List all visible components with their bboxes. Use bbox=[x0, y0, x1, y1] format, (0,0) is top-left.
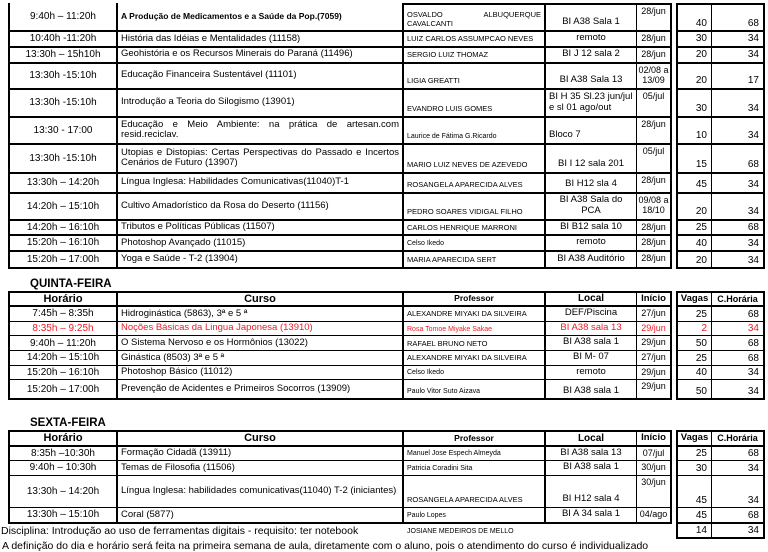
cell-inicio: 28/jun bbox=[637, 118, 672, 145]
courses-table-sexta bbox=[1, 430, 765, 539]
cell-local: DEF/Piscina bbox=[546, 307, 637, 322]
cell-local: BI B12 sala 10 bbox=[546, 221, 637, 237]
cell-vagas: 20 bbox=[676, 48, 712, 64]
cell-professor: LIGIA GREATTI bbox=[404, 64, 546, 90]
section-sexta-feira bbox=[1, 417, 765, 539]
cell-local: remoto bbox=[546, 366, 637, 381]
header-cell-course: Curso bbox=[118, 291, 404, 307]
cell-time: 14:20h – 15:10h bbox=[8, 351, 118, 366]
cell-choraria: 34 bbox=[712, 194, 765, 221]
cell-local: BI J 12 sala 2 bbox=[546, 48, 637, 64]
cell-time: 14:20h – 16:10h bbox=[8, 221, 118, 237]
cell-inicio bbox=[637, 524, 672, 539]
cell-vagas: 30 bbox=[676, 90, 712, 118]
cell-choraria: 34 bbox=[712, 461, 765, 476]
cell-vagas: 25 bbox=[676, 447, 712, 462]
cell-local: BI H12 sala 4 bbox=[546, 476, 637, 508]
cell-inicio: 28/jun bbox=[637, 252, 672, 269]
cell-vagas: 10 bbox=[676, 118, 712, 145]
cell-vagas: 25 bbox=[676, 351, 712, 366]
cell-course: Formação Cidadã (13911) bbox=[118, 447, 404, 462]
cell-professor: LUIZ CARLOS ASSUMPCAO NEVES bbox=[404, 32, 546, 48]
cell-course: A Produção de Medicamentos e a Saúde da Pop.(7059) bbox=[118, 3, 404, 32]
cell-local: BI A38 sala 1 bbox=[546, 461, 637, 476]
cell-inicio: 05/jul bbox=[637, 145, 672, 174]
cell-choraria: 34 bbox=[712, 48, 765, 64]
cell-vagas: 20 bbox=[676, 194, 712, 221]
cell-course: Noções Básicas da Lingua Japonesa (13910) bbox=[118, 322, 404, 337]
cell-vagas: 30 bbox=[676, 461, 712, 476]
cell-course: O Sistema Nervoso e os Hormônios (13022) bbox=[118, 336, 404, 351]
cell-choraria: 34 bbox=[712, 380, 765, 400]
cell-vagas: 14 bbox=[676, 524, 712, 539]
cell-local: remoto bbox=[546, 236, 637, 252]
section-continuation bbox=[8, 3, 765, 269]
cell-time: 13:30h – 15h10h bbox=[8, 48, 118, 64]
cell-inicio: 28/jun bbox=[637, 48, 672, 64]
cell-inicio: 29/jun bbox=[637, 366, 672, 381]
cell-local: BI A 34 sala 1 bbox=[546, 508, 637, 524]
header-cell-course: Curso bbox=[118, 430, 404, 446]
cell-course: Photoshop Avançado (11015) bbox=[118, 236, 404, 252]
header-cell-professor: Professor bbox=[404, 291, 546, 307]
section-quinta-feira bbox=[8, 278, 765, 400]
cell-course: Coral (5877) bbox=[118, 508, 404, 524]
cell-professor: ALEXANDRE MIYAKI DA SILVEIRA bbox=[404, 307, 546, 322]
cell-course: Utopias e Distopias: Certas Perspectivas do Passado e Incertos Cenários de Futuro (13907) bbox=[118, 145, 404, 174]
cell-inicio: 30/jun bbox=[637, 461, 672, 476]
cell-choraria: 34 bbox=[712, 32, 765, 48]
cell-choraria: 68 bbox=[712, 508, 765, 524]
cell-professor: Manuel Jose Espech Almeyda bbox=[404, 447, 546, 462]
cell-course: Hidroginástica (5863), 3ª e 5 ª bbox=[118, 307, 404, 322]
cell-professor: Paulo Lopes bbox=[404, 508, 546, 524]
cell-course: Temas de Filosofia (11506) bbox=[118, 461, 404, 476]
cell-time: 10:40h -11:20h bbox=[8, 32, 118, 48]
cell-professor: ALEXANDRE MIYAKI DA SILVEIRA bbox=[404, 351, 546, 366]
cell-vagas: 2 bbox=[676, 322, 712, 337]
day-title-sexta: SEXTA-FEIRA bbox=[30, 417, 106, 430]
cell-local: BI H12 sla 4 bbox=[546, 174, 637, 194]
cell-professor: Rosa Tomoe Miyake Sakae bbox=[404, 322, 546, 337]
cell-vagas: 50 bbox=[676, 336, 712, 351]
cell-local: BI A38 sala 1 bbox=[546, 380, 637, 400]
cell-time: 15:20h – 17:00h bbox=[8, 252, 118, 269]
cell-choraria: 34 bbox=[712, 174, 765, 194]
header-cell-vagas: Vagas bbox=[676, 291, 712, 307]
cell-choraria: 68 bbox=[712, 145, 765, 174]
cell-professor: OSVALDO ALBUQUERQUE CAVALCANTI bbox=[404, 3, 546, 32]
cell-vagas: 40 bbox=[676, 236, 712, 252]
cell-choraria: 34 bbox=[712, 118, 765, 145]
cell-course: Introdução a Teoria do Silogismo (13901) bbox=[118, 90, 404, 118]
cell-professor: Celso Ikedo bbox=[404, 236, 546, 252]
cell-inicio: 28/jun bbox=[637, 236, 672, 252]
cell-inicio: 28/jun bbox=[637, 174, 672, 194]
cell-local: BI I 12 sala 201 bbox=[546, 145, 637, 174]
cell-vagas: 45 bbox=[676, 476, 712, 508]
cell-time: 13:30h -15:10h bbox=[8, 145, 118, 174]
header-cell-choraria: C.Horária bbox=[712, 291, 765, 307]
cell-inicio: 27/jun bbox=[637, 307, 672, 322]
cell-time: 13:30h -15:10h bbox=[8, 90, 118, 118]
cell-vagas: 20 bbox=[676, 64, 712, 90]
cell-choraria: 68 bbox=[712, 221, 765, 237]
cell-course: Geohistória e os Recursos Minerais do Paraná (11496) bbox=[118, 48, 404, 64]
cell-local: remoto bbox=[546, 32, 637, 48]
header-cell-professor: Professor bbox=[404, 430, 546, 446]
cell-local: BI A38 sala 13 bbox=[546, 322, 637, 337]
cell-professor: CARLOS HENRIQUE MARRONI bbox=[404, 221, 546, 237]
cell-choraria: 34 bbox=[712, 90, 765, 118]
cell-professor: MARIA APARECIDA SERT bbox=[404, 252, 546, 269]
cell-time: 13:30h – 14:20h bbox=[8, 476, 118, 508]
cell-local: BI A38 Sala do PCA bbox=[546, 194, 637, 221]
cell-inicio: 04/ago bbox=[637, 508, 672, 524]
cell-time: 9:40h – 10:30h bbox=[8, 461, 118, 476]
cell-choraria: 34 bbox=[712, 476, 765, 508]
cell-vagas: 45 bbox=[676, 508, 712, 524]
cell-local: Bloco 7 bbox=[546, 118, 637, 145]
cell-time: 13:30h – 15:10h bbox=[8, 508, 118, 524]
cell-choraria: 34 bbox=[712, 524, 765, 539]
cell-professor: EVANDRO LUIS GOMES bbox=[404, 90, 546, 118]
cell-professor: PEDRO SOARES VIDIGAL FILHO bbox=[404, 194, 546, 221]
courses-table-quinta bbox=[8, 291, 765, 400]
cell-inicio: 05/jul bbox=[637, 90, 672, 118]
cell-professor: Laurice de Fátima G.Ricardo bbox=[404, 118, 546, 145]
cell-course: Educação e Meio Ambiente: na prática de artesan.com resid.reciclav. bbox=[118, 118, 404, 145]
cell-choraria: 17 bbox=[712, 64, 765, 90]
cell-time: 8:35h – 9:25h bbox=[8, 322, 118, 337]
cell-local: BI A38 sala 1 bbox=[546, 336, 637, 351]
cell-professor: JOSIANE MEDEIROS DE MELLO bbox=[407, 527, 514, 535]
cell-course: Cultivo Amadorístico da Rosa do Deserto (11156) bbox=[118, 194, 404, 221]
header-cell-choraria: C.Horária bbox=[712, 430, 765, 446]
cell-choraria: 34 bbox=[712, 236, 765, 252]
cell-vagas: 25 bbox=[676, 307, 712, 322]
header-cell-local: Local bbox=[546, 291, 637, 307]
cell-course: Língua Inglesa: habilidades comunicativas(11040) T-2 (iniciantes) bbox=[118, 476, 404, 508]
cell-course: Photoshop Básico (11012) bbox=[118, 366, 404, 381]
cell-course: História das Idéias e Mentalidades (11158) bbox=[118, 32, 404, 48]
cell-professor: Patricia Coradini Sita bbox=[404, 461, 546, 476]
cell-professor: Celso Ikedo bbox=[404, 366, 546, 381]
cell-vagas: 50 bbox=[676, 380, 712, 400]
cell-time: 13:30 - 17:00 bbox=[8, 118, 118, 145]
cell-time: 15:20h – 17:00h bbox=[8, 380, 118, 400]
cell-course: Ginástica (8503) 3ª e 5 ª bbox=[118, 351, 404, 366]
header-cell-local: Local bbox=[546, 430, 637, 446]
day-title-quinta: QUINTA-FEIRA bbox=[30, 277, 112, 290]
cell-course: Língua Inglesa: Habilidades Comunicativas(11040)T-1 bbox=[118, 174, 404, 194]
cell-time: 14:20h – 15:10h bbox=[8, 194, 118, 221]
cell-inicio: 28/jun bbox=[637, 3, 672, 32]
cell-local bbox=[546, 524, 637, 539]
cell-choraria: 68 bbox=[712, 307, 765, 322]
cell-professor: SERGIO LUIZ THOMAZ bbox=[404, 48, 546, 64]
cell-vagas: 40 bbox=[676, 366, 712, 381]
cell-time: 15:20h – 16:10h bbox=[8, 236, 118, 252]
header-cell-inicio: Início bbox=[637, 430, 672, 446]
cell-choraria: 68 bbox=[712, 336, 765, 351]
cell-vagas: 15 bbox=[676, 145, 712, 174]
cell-local: BI A38 Sala 13 bbox=[546, 64, 637, 90]
cell-inicio: 30/jun bbox=[637, 476, 672, 508]
header-cell-inicio: Início bbox=[637, 291, 672, 307]
cell-vagas: 25 bbox=[676, 221, 712, 237]
footer-note: A definição do dia e horário será feita na primeira semana de aula, diretamente com o aluno, pois o atendimento do curso é individualizado bbox=[2, 540, 649, 552]
cell-choraria: 34 bbox=[712, 366, 765, 381]
cell-time: 13:30h – 14:20h bbox=[8, 174, 118, 194]
cell-professor: RAFAEL BRUNO NETO bbox=[404, 336, 546, 351]
cell-time: 7:45h – 8:35h bbox=[8, 307, 118, 322]
cell-choraria: 68 bbox=[712, 447, 765, 462]
cell-inicio: 29/jun bbox=[637, 380, 672, 400]
cell-inicio: 28/jun bbox=[637, 32, 672, 48]
cell-local: BI H 35 Sl.23 jun/jul e sl 01 ago/out bbox=[546, 90, 637, 118]
cell-inicio: 29/jun bbox=[637, 322, 672, 337]
cell-vagas: 20 bbox=[676, 252, 712, 269]
cell-choraria: 68 bbox=[712, 351, 765, 366]
cell-time: 9:40h – 11:20h bbox=[8, 336, 118, 351]
cell-local: BI A38 Sala 1 bbox=[546, 3, 637, 32]
cell-course: Yoga e Saúde - T-2 (13904) bbox=[118, 252, 404, 269]
header-cell-time: Horário bbox=[8, 291, 118, 307]
header-cell-vagas: Vagas bbox=[676, 430, 712, 446]
cell-choraria: 68 bbox=[712, 3, 765, 32]
cell-local: BI M- 07 bbox=[546, 351, 637, 366]
cell-vagas: 30 bbox=[676, 32, 712, 48]
cell-inicio: 02/08 a 13/09 bbox=[637, 64, 672, 90]
cell-professor: MARIO LUIZ NEVES DE AZEVEDO bbox=[404, 145, 546, 174]
cell-choraria: 34 bbox=[712, 322, 765, 337]
cell-professor: ROSANGELA APARECIDA ALVES bbox=[404, 476, 546, 508]
cell-professor: ROSANGELA APARECIDA ALVES bbox=[404, 174, 546, 194]
cell-vagas: 40 bbox=[676, 3, 712, 32]
cell-inicio: 29/jun bbox=[637, 336, 672, 351]
cell-vagas: 45 bbox=[676, 174, 712, 194]
cell-local: BI A38 Auditório bbox=[546, 252, 637, 269]
cell-course: Prevenção de Acidentes e Primeiros Socorros (13909) bbox=[118, 380, 404, 400]
cell-inicio: 27/jun bbox=[637, 351, 672, 366]
cell-professor: Paulo Vitor Suto Aizava bbox=[404, 380, 546, 400]
cell-choraria: 34 bbox=[712, 252, 765, 269]
note-discipline: Disciplina: Introdução ao uso de ferramentas digitais - requisito: ter notebook bbox=[1, 524, 359, 537]
cell-time: 8:35h –10:30h bbox=[8, 447, 118, 462]
cell-time: 9:40h – 11:20h bbox=[8, 3, 118, 32]
cell-course: Educação Financeira Sustentável (11101) bbox=[118, 64, 404, 90]
header-cell-time: Horário bbox=[8, 430, 118, 446]
cell-inicio: 09/08 a 18/10 bbox=[637, 194, 672, 221]
courses-table-continuation bbox=[8, 3, 765, 269]
cell-inicio: 28/jun bbox=[637, 221, 672, 237]
cell-time: 13:30h -15:10h bbox=[8, 64, 118, 90]
cell-inicio: 07/jul bbox=[637, 447, 672, 462]
cell-course: Tributos e Políticas Públicas (11507) bbox=[118, 221, 404, 237]
cell-time: 15:20h – 16:10h bbox=[8, 366, 118, 381]
cell-local: BI A38 sala 13 bbox=[546, 447, 637, 462]
